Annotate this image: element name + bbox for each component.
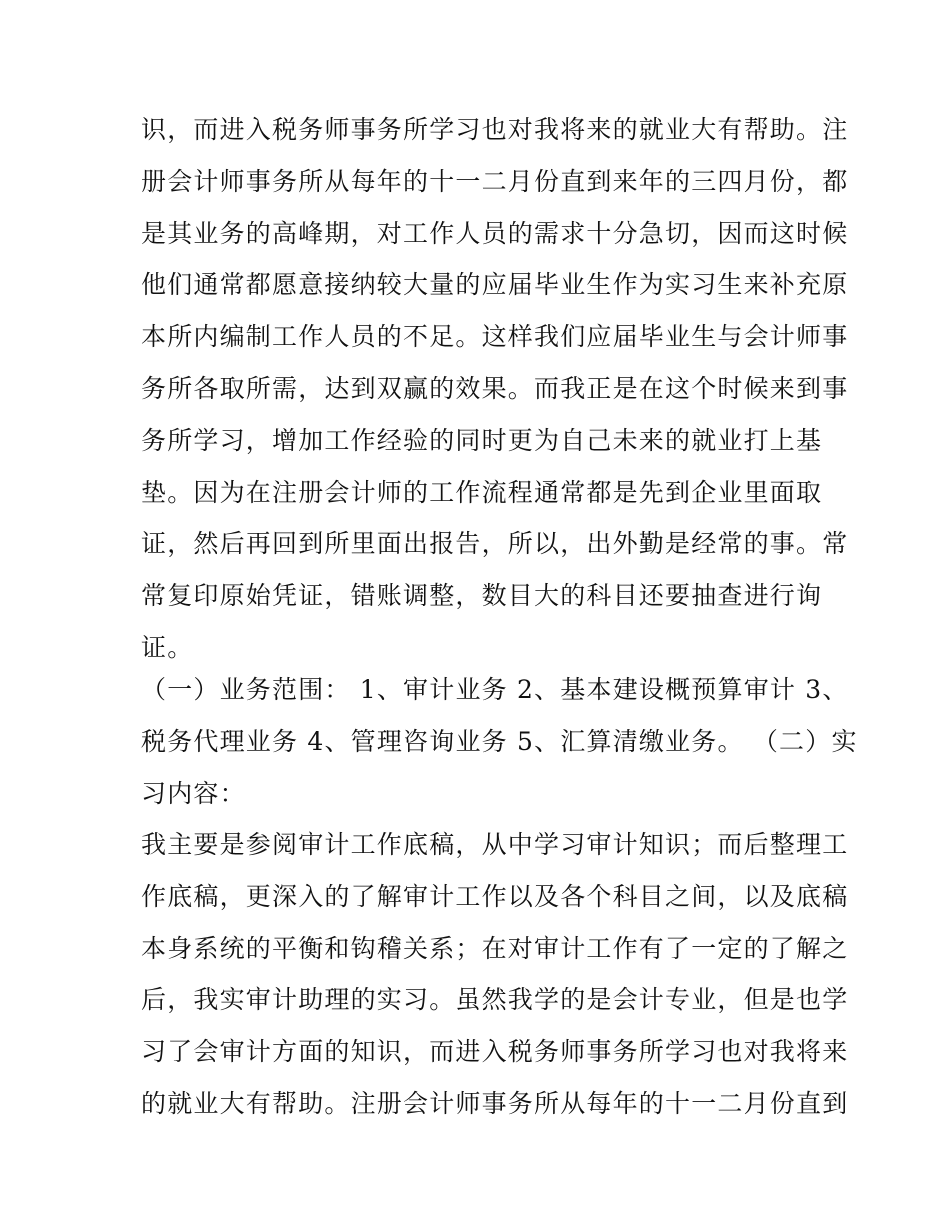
text-line: 本所内编制工作人员的不足。这样我们应届毕业生与会计师事 xyxy=(141,322,849,352)
text-line: 务所学习，增加工作经验的同时更为自己未来的就业打上基 xyxy=(141,425,823,455)
paragraph-2 xyxy=(141,664,858,819)
text-line: （一）业务范围： 1、审计业务 2、基本建设概预算审计 3、 xyxy=(141,675,849,704)
text-line: 作底稿，更深入的了解审计工作以及各个科目之间，以及底稿 xyxy=(141,881,849,911)
text-line: 识，而进入税务师事务所学习也对我将来的就业大有帮助。注 xyxy=(141,115,849,144)
text-line: 后，我实审计助理的实习。虽然我学的是会计专业，但是也学 xyxy=(141,985,849,1015)
paragraph-3 xyxy=(141,819,849,1130)
paragraph-1 xyxy=(141,104,849,674)
text-line: 务所各取所需，达到双赢的效果。而我正是在这个时候来到事 xyxy=(141,373,849,403)
text-line: 常复印原始凭证，错账调整，数目大的科目还要抽查进行询 xyxy=(141,581,823,611)
text-line: 我主要是参阅审计工作底稿，从中学习审计知识；而后整理工 xyxy=(141,830,849,859)
text-line: 册会计师事务所从每年的十一二月份直到来年的三四月份，都 xyxy=(141,166,849,196)
text-line: 是其业务的高峰期，对工作人员的需求十分急切，因而这时候 xyxy=(141,218,849,248)
text-line: 证。 xyxy=(141,632,194,662)
text-line: 税务代理业务 4、管理咨询业务 5、汇算清缴业务。 （二）实 xyxy=(141,726,858,756)
text-line: 习内容： xyxy=(141,778,246,808)
text-line: 本身系统的平衡和钩稽关系；在对审计工作有了一定的了解之 xyxy=(141,933,849,963)
text-line: 垫。因为在注册会计师的工作流程通常都是先到企业里面取 xyxy=(141,477,823,507)
text-line: 证，然后再回到所里面出报告，所以，出外勤是经常的事。常 xyxy=(141,529,849,559)
text-line: 他们通常都愿意接纳较大量的应届毕业生作为实习生来补充原 xyxy=(141,270,849,300)
text-line: 习了会审计方面的知识，而进入税务师事务所学习也对我将来 xyxy=(141,1037,849,1067)
text-line: 的就业大有帮助。注册会计师事务所从每年的十一二月份直到 xyxy=(141,1088,849,1118)
